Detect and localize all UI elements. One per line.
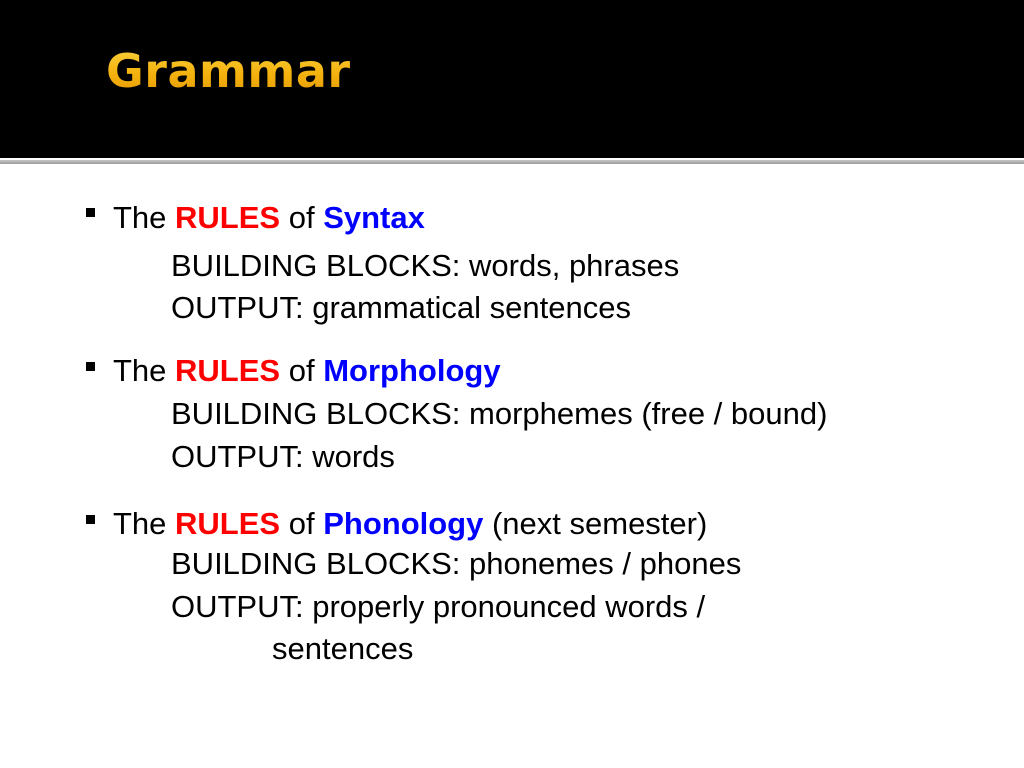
topic-keyword: Syntax	[323, 200, 425, 235]
output-continuation-line: sentences	[272, 631, 414, 666]
rules-keyword: RULES	[175, 506, 281, 541]
output-line: OUTPUT: properly pronounced words /	[171, 589, 706, 624]
topic-suffix: (next semester)	[483, 506, 708, 541]
bullet-line-phonology	[113, 508, 707, 539]
rules-keyword: RULES	[175, 200, 281, 235]
bullet-lead: The	[113, 200, 176, 235]
bullet-connector: of	[280, 200, 324, 235]
square-bullet-icon	[86, 208, 95, 217]
rules-keyword: RULES	[175, 353, 281, 388]
building-blocks-line: BUILDING BLOCKS: phonemes / phones	[171, 546, 742, 581]
bullet-lead: The	[113, 506, 176, 541]
building-blocks-line: BUILDING BLOCKS: words, phrases	[171, 248, 680, 283]
slide-title: Grammar	[106, 44, 351, 98]
bullet-line-syntax	[113, 202, 425, 233]
bullet-connector: of	[280, 353, 324, 388]
output-line: OUTPUT: grammatical sentences	[171, 290, 631, 325]
bullet-lead: The	[113, 353, 176, 388]
square-bullet-icon	[86, 362, 95, 371]
topic-keyword: Phonology	[323, 506, 484, 541]
square-bullet-icon	[86, 515, 95, 524]
bullet-line-morphology	[113, 355, 501, 386]
building-blocks-line: BUILDING BLOCKS: morphemes (free / bound)	[171, 396, 828, 431]
output-line: OUTPUT: words	[171, 439, 395, 474]
topic-keyword: Morphology	[323, 353, 501, 388]
bullet-connector: of	[280, 506, 324, 541]
